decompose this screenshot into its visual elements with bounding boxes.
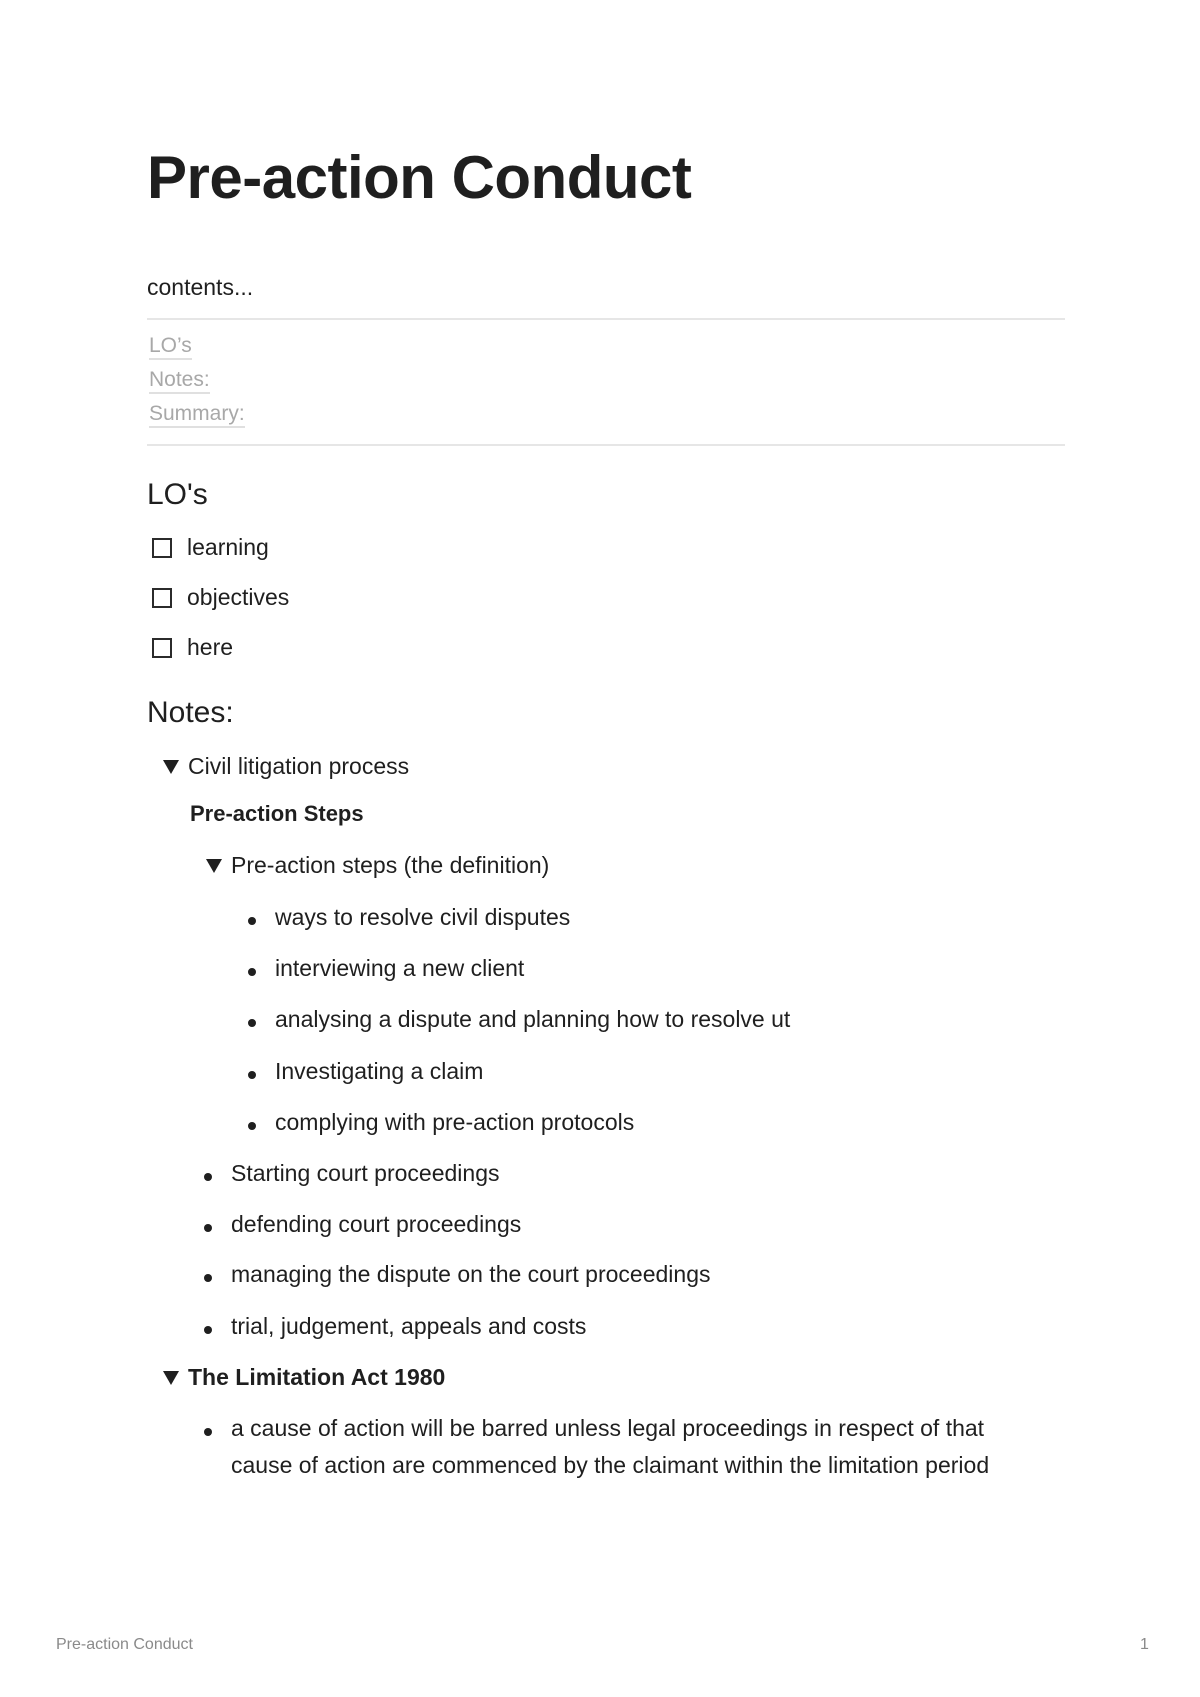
list-item: defending court proceedings [204,1212,521,1243]
footer-doc-title: Pre-action Conduct [56,1636,193,1653]
los-heading: LO's [147,478,208,511]
list-item: a cause of action will be barred unless legal proceedings in respect of that cause of action are commenced by the claimant within the limitation period [204,1416,1034,1484]
toggle-triangle-icon[interactable] [163,1371,179,1385]
contents-label: contents... [147,274,254,300]
toc-link-summary[interactable]: Summary: [149,402,245,428]
list-item: managing the dispute on the court proceedings [204,1262,711,1293]
bullet-icon [204,1173,212,1181]
todo-item [152,584,289,611]
checkbox[interactable] [152,538,172,558]
list-item: ways to resolve civil disputes [248,905,570,936]
toggle-pre-action-definition[interactable] [206,852,549,879]
bullet-icon [204,1326,212,1334]
list-item: interviewing a new client [248,956,524,987]
todo-label: objectives [187,584,290,610]
list-item: Starting court proceedings [204,1161,500,1192]
toc-link-notes[interactable]: Notes: [149,368,210,394]
toggle-label: The Limitation Act 1980 [188,1364,446,1390]
bullet-icon [204,1428,212,1436]
toggle-triangle-icon[interactable] [206,859,222,873]
toggle-label: Pre-action steps (the definition) [231,852,550,878]
bullet-icon [204,1224,212,1232]
bullet-icon [204,1274,212,1282]
toc-item [149,334,245,368]
bullet-icon [248,1122,256,1130]
todo-item [152,634,233,661]
bullet-icon [248,917,256,925]
list-item: trial, judgement, appeals and costs [204,1314,586,1345]
checkbox[interactable] [152,588,172,608]
todo-label: here [187,634,234,660]
pre-action-steps-heading: Pre-action Steps [190,801,364,826]
bullet-icon [248,1071,256,1079]
page-title: Pre-action Conduct [147,144,692,211]
list-item: complying with pre-action protocols [248,1110,634,1141]
footer-page-number: 1 [1140,1636,1149,1653]
toggle-limitation-act[interactable] [163,1364,445,1391]
todo-item [152,534,269,561]
checkbox[interactable] [152,638,172,658]
bullet-icon [248,968,256,976]
toggle-triangle-icon[interactable] [163,760,179,774]
toc-item [149,402,245,436]
list-item: Investigating a claim [248,1059,483,1090]
toc-item [149,368,245,402]
toggle-civil-litigation[interactable] [163,753,409,780]
toggle-label: Civil litigation process [188,753,410,779]
bullet-icon [248,1019,256,1027]
toc-link-los[interactable]: LO’s [149,334,192,360]
table-of-contents [149,334,245,436]
notes-heading: Notes: [147,696,234,729]
list-item: analysing a dispute and planning how to resolve ut [248,1007,790,1038]
todo-label: learning [187,534,269,560]
toc-top-divider [147,318,1065,320]
toc-bottom-divider [147,444,1065,446]
